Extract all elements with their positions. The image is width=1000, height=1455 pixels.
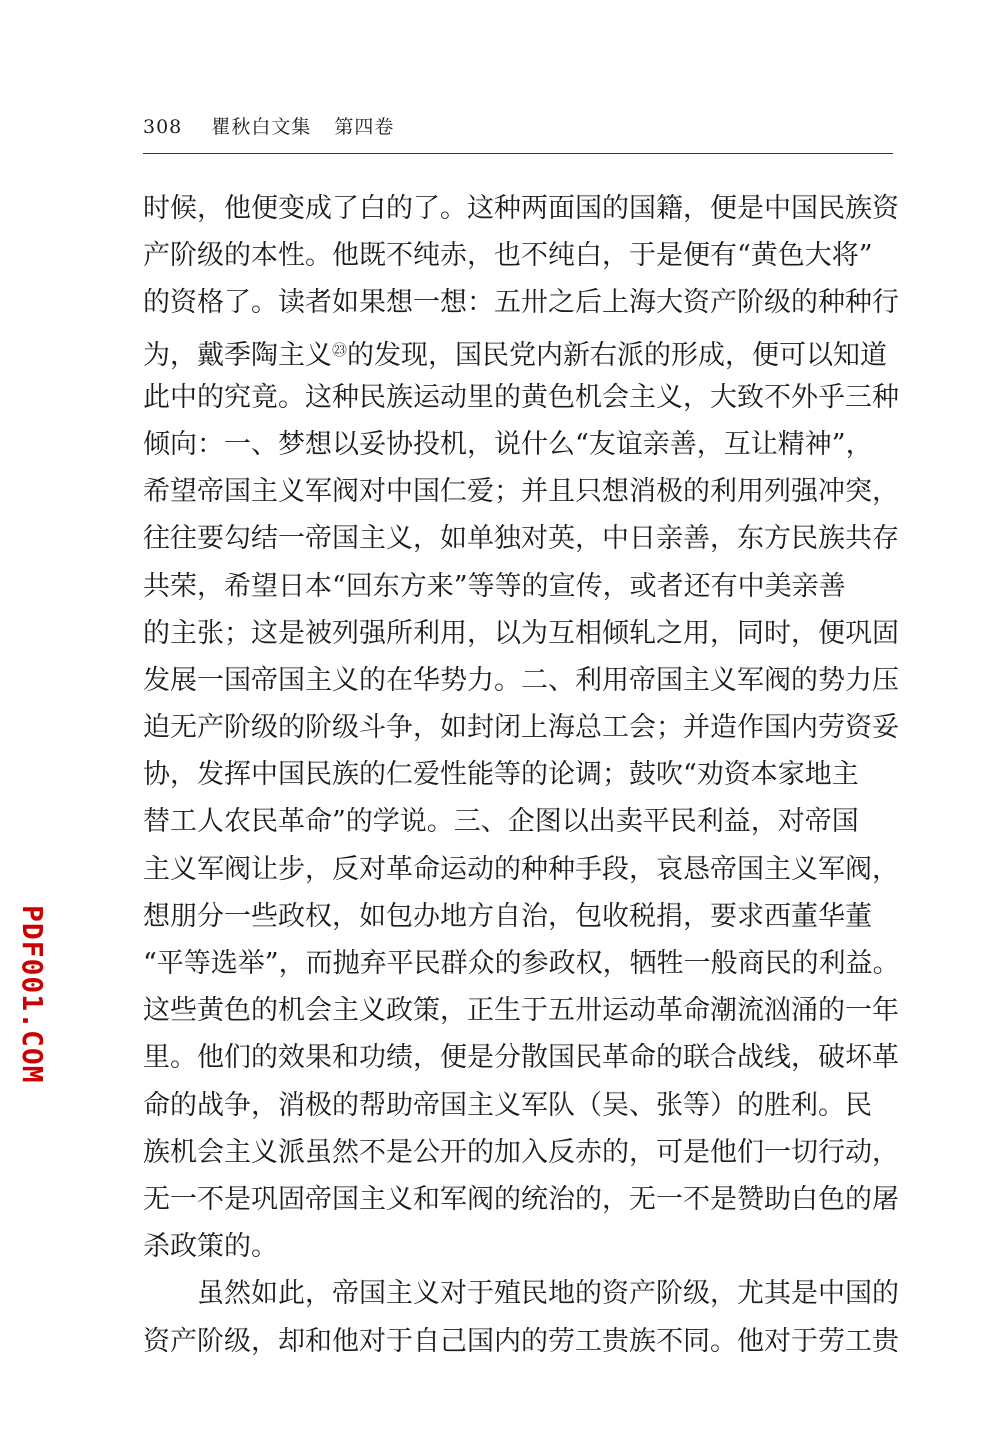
text-line <box>143 374 899 421</box>
header-rule <box>143 153 893 154</box>
line-text: 虽然如此，帝国主义对于殖民地的资产阶级，尤其是中国的 <box>197 1278 899 1310</box>
watermark: PDF001.COM <box>16 905 49 1084</box>
line-text: 往往要勾结一帝国主义，如单独对英，中日亲善，东方民族共存 <box>143 523 899 555</box>
text-line <box>143 1176 899 1223</box>
line-text: 资产阶级，却和他对于自己国内的劳工贵族不同。他对于劳工贵 <box>143 1325 899 1357</box>
text-line <box>143 893 895 940</box>
line-text: 替工人农民革命”的学说。三、企图以出卖平民利益，对帝国 <box>143 806 859 838</box>
text-line <box>143 1034 899 1081</box>
text-line <box>143 657 899 704</box>
volume-label: 第四卷 <box>334 116 395 138</box>
line-text: 迫无产阶级的阶级斗争，如封闭上海总工会；并造作国内劳资妥 <box>143 712 899 744</box>
page-number: 308 <box>143 116 183 138</box>
line-text-after: 的发现，国民党内新右派的形成，便可以知道 <box>347 339 888 371</box>
line-text: 为，戴季陶主义 <box>143 339 332 371</box>
line-text: 共荣，希望日本“回东方来”等等的宣传，或者还有中美亲善 <box>143 570 846 602</box>
line-text: “平等选举”，而抛弃平民群众的参政权，牺牲一般商民的利益。 <box>143 948 900 979</box>
line-text: 此中的究竟。这种民族运动里的黄色机会主义，大致不外乎三种 <box>143 381 899 413</box>
line-text: 的主张；这是被列强所利用，以为互相倾轧之用，同时，便巩固 <box>143 617 899 649</box>
text-line <box>143 1318 899 1365</box>
text-line <box>143 1223 895 1270</box>
footnote-marker: ㉓ <box>332 340 348 359</box>
line-text: 这些黄色的机会主义政策，正生于五卅运动革命潮流汹涌的一年 <box>143 995 899 1027</box>
line-text: 希望帝国主义军阀对中国仁爱；并且只想消极的利用列强冲突， <box>143 476 899 508</box>
running-header <box>143 112 394 139</box>
line-text: 协，发挥中国民族的仁爱性能等的论调；鼓吹“劝资本家地主 <box>143 759 859 791</box>
text-line <box>143 185 899 232</box>
text-line <box>143 232 895 279</box>
text-line <box>143 468 899 515</box>
line-text: 杀政策的。 <box>143 1231 278 1263</box>
text-line <box>143 279 899 326</box>
text-line <box>143 1129 899 1176</box>
text-line <box>143 987 899 1034</box>
line-text: 族机会主义派虽然不是公开的加入反赤的，可是他们一切行动， <box>143 1136 899 1168</box>
text-line <box>143 515 899 562</box>
text-line <box>143 798 895 845</box>
text-line <box>143 940 900 987</box>
line-text: 主义军阀让步，反对革命运动的种种手段，哀恳帝国主义军阀， <box>143 853 899 885</box>
line-text: 发展一国帝国主义的在华势力。二、利用帝国主义军阀的势力压 <box>143 664 899 696</box>
line-text: 倾向：一、梦想以妥协投机，说什么“友谊亲善，互让精神”， <box>143 428 873 460</box>
text-line <box>143 751 895 798</box>
text-line <box>143 327 895 374</box>
book-title: 瞿秋白文集 <box>211 116 312 138</box>
line-text: 命的战争，消极的帮助帝国主义军队（吴、张等）的胜利。民 <box>143 1089 872 1121</box>
line-text: 的资格了。读者如果想一想：五卅之后上海大资产阶级的种种行 <box>143 287 899 319</box>
line-text: 产阶级的本性。他既不纯赤，也不纯白，于是便有“黄色大将” <box>143 240 873 272</box>
line-text: 无一不是巩固帝国主义和军阀的统治的，无一不是赞助白色的屠 <box>143 1183 899 1215</box>
text-line <box>143 1270 899 1317</box>
line-text: 想朋分一些政权，如包办地方自治，包收税捐，要求西董华董 <box>143 900 872 932</box>
text-line <box>143 704 899 751</box>
line-text: 里。他们的效果和功绩，便是分散国民革命的联合战线，破坏革 <box>143 1042 899 1074</box>
line-text: 时候，他便变成了白的了。这种两面国的国籍，便是中国民族资 <box>143 193 899 224</box>
text-line <box>143 563 895 610</box>
page-body <box>143 185 900 1365</box>
text-line <box>143 610 899 657</box>
text-line <box>143 846 899 893</box>
text-line <box>143 1082 895 1129</box>
text-line <box>143 421 895 468</box>
